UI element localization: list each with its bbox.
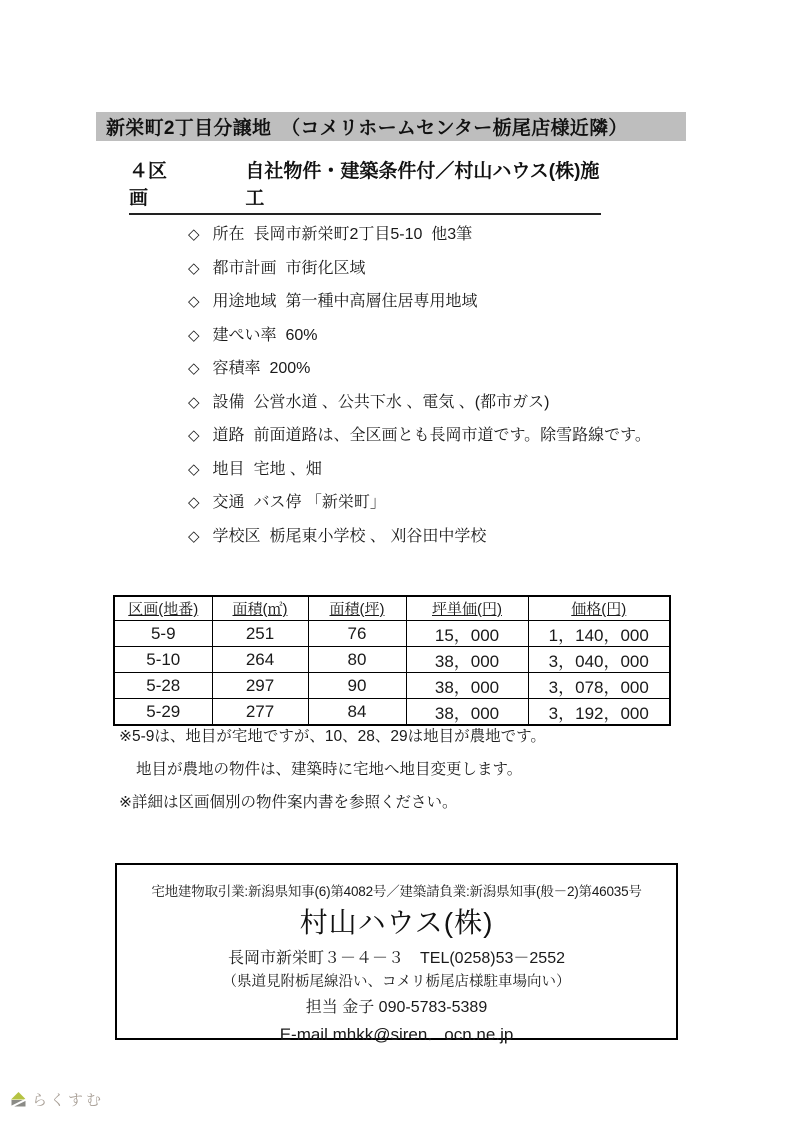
spec-item-floor-area-ratio bbox=[188, 358, 651, 392]
spec-item-zoning bbox=[188, 291, 651, 325]
company-address-tel: 長岡市新栄町３－４－３ TEL(0258)53－2552 bbox=[228, 950, 565, 967]
table-row bbox=[114, 673, 670, 699]
diamond-bullet-icon: ◇ bbox=[188, 259, 200, 277]
cell-unit-price: 38，000 bbox=[406, 647, 528, 673]
cell-unit-price: 38，000 bbox=[406, 673, 528, 699]
spec-item-utilities bbox=[188, 392, 651, 426]
spec-item-school-district bbox=[188, 526, 651, 560]
cell-area-tsubo: 76 bbox=[308, 621, 406, 647]
col-header-lot-number: 区画(地番) bbox=[114, 596, 212, 621]
col-header-area-tsubo: 面積(坪) bbox=[308, 596, 406, 621]
cell-area-sqm: 264 bbox=[212, 647, 308, 673]
spec-text: 都市計画 市街化区域 bbox=[212, 259, 366, 277]
cell-price: 3，192，000 bbox=[528, 699, 670, 726]
col-header-price: 価格(円) bbox=[528, 596, 670, 621]
page-title-text: 新栄町2丁目分譲地 （コメリホームセンター栃尾店様近隣） bbox=[106, 118, 628, 139]
price-table bbox=[113, 595, 671, 726]
spec-text: 建ぺい率 60% bbox=[212, 326, 318, 344]
company-info-box bbox=[115, 863, 678, 1044]
house-icon bbox=[11, 1092, 26, 1107]
diamond-bullet-icon: ◇ bbox=[188, 494, 200, 511]
subtitle-lot-count: ４区画 bbox=[129, 161, 168, 209]
cell-lot-number: 5-28 bbox=[114, 673, 212, 699]
spec-text: 道路 前面道路は、全区画とも長岡市道です。除雪路線です。 bbox=[212, 427, 651, 444]
diamond-bullet-icon: ◇ bbox=[188, 460, 200, 478]
cell-price: 1，140，000 bbox=[528, 621, 670, 647]
cell-lot-number: 5-29 bbox=[114, 699, 212, 726]
diamond-bullet-icon: ◇ bbox=[188, 293, 200, 310]
table-row bbox=[114, 621, 670, 647]
contact-email: E-mail mhkk@siren．ocn.ne.jp bbox=[279, 1025, 514, 1044]
diamond-bullet-icon: ◇ bbox=[188, 527, 200, 545]
cell-area-sqm: 251 bbox=[212, 621, 308, 647]
property-spec-list bbox=[188, 224, 651, 559]
col-header-unit-price: 坪単価(円) bbox=[406, 596, 528, 621]
company-location-note: （県道見附栃尾線沿い、コメリ栃尾店様駐車場向い） bbox=[222, 974, 571, 990]
spec-item-coverage-ratio bbox=[188, 325, 651, 359]
watermark-text: らくすむ bbox=[32, 1092, 105, 1109]
spec-item-land-category bbox=[188, 459, 651, 493]
spec-text: 交通 バス停 「新栄町」 bbox=[212, 494, 386, 511]
diamond-bullet-icon: ◇ bbox=[188, 427, 200, 444]
spec-text: 設備 公営水道 、公共下水 、電気 、(都市ガス) bbox=[212, 393, 550, 411]
diamond-bullet-icon: ◇ bbox=[188, 393, 200, 411]
spec-text: 所在 長岡市新栄町2丁目5-10 他3筆 bbox=[212, 226, 473, 243]
table-row bbox=[114, 699, 670, 726]
subtitle-conditions: 自社物件・建築条件付／村山ハウス(株)施工 bbox=[245, 161, 600, 209]
page-title bbox=[96, 112, 686, 141]
cell-price: 3，078，000 bbox=[528, 673, 670, 699]
contact-person-phone: 担当 金子 090-5783-5389 bbox=[305, 999, 488, 1016]
cell-price: 3，040，000 bbox=[528, 647, 670, 673]
cell-lot-number: 5-10 bbox=[114, 647, 212, 673]
spec-item-city-planning bbox=[188, 258, 651, 292]
cell-area-sqm: 297 bbox=[212, 673, 308, 699]
license-numbers: 宅地建物取引業:新潟県知事(6)第4082号／建築請負業:新潟県知事(般－2)第46035号 bbox=[151, 884, 642, 899]
diamond-bullet-icon: ◇ bbox=[188, 326, 200, 344]
cell-area-tsubo: 84 bbox=[308, 699, 406, 726]
spec-item-road bbox=[188, 425, 651, 459]
table-row bbox=[114, 647, 670, 673]
col-header-area-sqm: 面積(㎡) bbox=[212, 596, 308, 621]
spec-text: 学校区 栃尾東小学校 、 刈谷田中学校 bbox=[212, 527, 487, 545]
spec-item-location bbox=[188, 224, 651, 258]
note-see-details: ※詳細は区画個別の物件案内書を参照ください。 bbox=[119, 794, 458, 811]
note-land-conversion: 地目が農地の物件は、建築時に宅地へ地目変更します。 bbox=[136, 761, 523, 778]
cell-lot-number: 5-9 bbox=[114, 621, 212, 647]
spec-text: 容積率 200% bbox=[212, 360, 311, 377]
cell-area-sqm: 277 bbox=[212, 699, 308, 726]
spec-text: 用途地域 第一種中高層住居専用地域 bbox=[212, 293, 478, 310]
diamond-bullet-icon: ◇ bbox=[188, 226, 200, 243]
cell-area-tsubo: 90 bbox=[308, 673, 406, 699]
cell-unit-price: 38，000 bbox=[406, 699, 528, 726]
spec-item-transport bbox=[188, 492, 651, 526]
diamond-bullet-icon: ◇ bbox=[188, 360, 200, 377]
notes-section bbox=[119, 726, 546, 825]
cell-unit-price: 15，000 bbox=[406, 621, 528, 647]
rakusumu-watermark bbox=[11, 1089, 104, 1110]
note-land-category: ※5-9は、地目が宅地ですが、10、28、29は地目が農地です。 bbox=[119, 728, 546, 745]
table-header-row bbox=[114, 596, 670, 621]
company-name: 村山ハウス(株) bbox=[299, 907, 494, 938]
cell-area-tsubo: 80 bbox=[308, 647, 406, 673]
subtitle bbox=[129, 156, 601, 215]
spec-text: 地目 宅地 、畑 bbox=[212, 460, 322, 478]
